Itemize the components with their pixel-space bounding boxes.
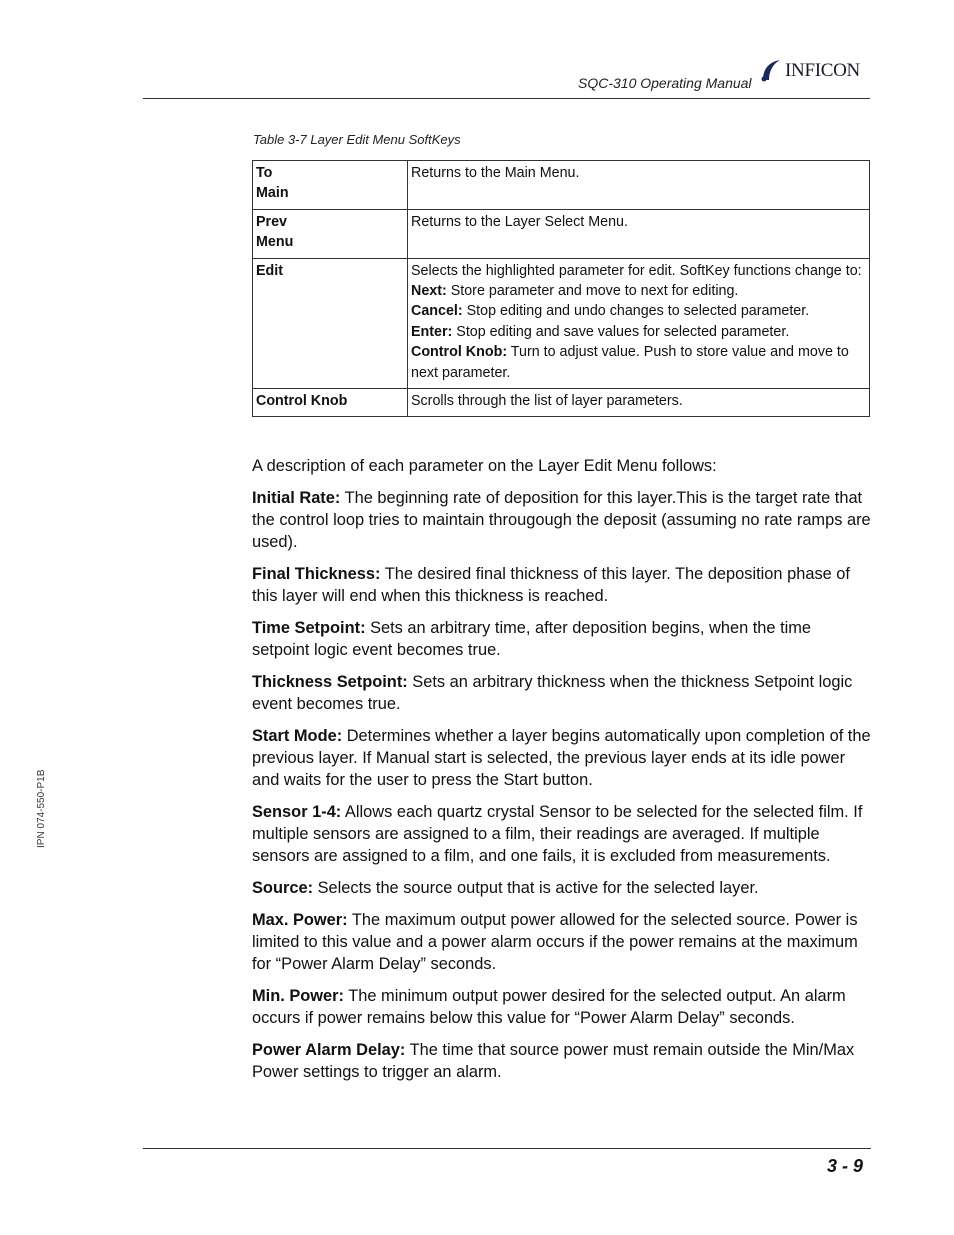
softkey-name-line: Prev — [256, 213, 288, 230]
parameter-term: Thickness Setpoint: — [252, 673, 408, 691]
parameter-text: Sets an arbitrary time, after deposition begins, when the time setpoint logic event becomes true. — [252, 619, 812, 659]
table-row — [253, 209, 870, 258]
footer-rule — [143, 1148, 871, 1149]
softkey-name — [253, 389, 408, 417]
sub-item-text: Turn to adjust value. Push to store value and move to next parameter. — [411, 344, 849, 381]
softkey-name — [253, 161, 408, 210]
page-number: 3 - 9 — [827, 1156, 864, 1176]
parameter-paragraph — [252, 985, 872, 1029]
softkeys-table — [252, 160, 870, 417]
parameter-term: Start Mode: — [252, 727, 343, 745]
parameter-term: Min. Power: — [252, 987, 344, 1005]
table-row — [253, 161, 870, 210]
sub-item-term: Enter: — [411, 323, 453, 340]
parameter-paragraph — [252, 487, 872, 553]
sub-item-text: Stop editing and undo changes to selected parameter. — [462, 303, 810, 320]
sub-item-text: Stop editing and save values for selected parameter. — [452, 323, 790, 340]
parameter-paragraph — [252, 671, 872, 715]
table-caption: Table 3-7 Layer Edit Menu SoftKeys — [253, 132, 461, 147]
parameter-text: The maximum output power allowed for the selected source. Power is limited to this value and a power alarm occurs if the power remains at the maximum for “Power Alarm Delay” seconds. — [252, 911, 858, 973]
parameter-paragraph — [252, 801, 872, 867]
parameter-term: Max. Power: — [252, 911, 348, 929]
inficon-logo — [760, 58, 860, 82]
parameter-text: The desired final thickness of this layer. The deposition phase of this layer will end when this thickness is reached. — [252, 565, 850, 605]
softkey-name-line: Menu — [256, 234, 294, 251]
sub-item-term: Cancel: — [411, 303, 463, 320]
parameter-text: The minimum output power desired for the selected output. An alarm occurs if power remains below this value for “Power Alarm Delay” seconds. — [252, 987, 846, 1027]
parameter-paragraph — [252, 725, 872, 791]
parameter-term: Final Thickness: — [252, 565, 381, 583]
softkey-description: Returns to the Main Menu. — [408, 161, 870, 210]
parameter-term: Source: — [252, 879, 314, 897]
softkey-description: Returns to the Layer Select Menu. — [408, 209, 870, 258]
parameter-text: Allows each quartz crystal Sensor to be selected for the selected film. If multiple sensors are assigned to a film, their readings are averaged. If multiple sensors are assigned to a film, and one fails, it is excluded from measurements. — [252, 803, 863, 865]
parameter-text: Determines whether a layer begins automatically upon completion of the previous layer. If Manual start is selected, the previous layer ends at its idle power and waits for the user to press the Start button. — [252, 727, 871, 789]
softkey-name — [253, 258, 408, 388]
manual-title: SQC-310 Operating Manual — [578, 75, 752, 91]
sub-item-term: Control Knob: — [411, 344, 508, 361]
parameter-term: Power Alarm Delay: — [252, 1041, 406, 1059]
ipn-side-label: IPN 074-550-P1B — [36, 769, 47, 848]
inficon-swoosh-icon — [760, 58, 782, 82]
parameter-text: Sets an arbitrary thickness when the thickness Setpoint logic event becomes true. — [252, 673, 853, 713]
parameter-descriptions — [252, 455, 872, 1093]
sub-item-term: Next: — [411, 283, 447, 300]
parameter-term: Time Setpoint: — [252, 619, 366, 637]
softkey-description: Scrolls through the list of layer parameters. — [408, 389, 870, 417]
table-row — [253, 389, 870, 417]
parameter-paragraph — [252, 877, 872, 899]
header-rule — [143, 98, 870, 99]
parameter-term: Initial Rate: — [252, 489, 341, 507]
table-row — [253, 258, 870, 388]
parameter-paragraph — [252, 909, 872, 975]
parameter-paragraph — [252, 617, 872, 661]
sub-item-text: Store parameter and move to next for editing. — [446, 283, 739, 300]
softkey-name-line: Control Knob — [256, 393, 348, 410]
softkey-name-line: Edit — [256, 262, 284, 279]
softkey-name — [253, 209, 408, 258]
parameter-paragraph — [252, 563, 872, 607]
parameter-term: Sensor 1-4: — [252, 803, 342, 821]
parameter-text: The time that source power must remain outside the Min/Max Power settings to trigger an alarm. — [252, 1041, 855, 1081]
parameter-paragraph — [252, 1039, 872, 1083]
softkey-description — [408, 258, 870, 388]
parameter-text: The beginning rate of deposition for this layer.This is the target rate that the control loop tries to maintain througough the deposit (assuming no rate ramps are used). — [252, 489, 871, 551]
brand-name: INFICON — [785, 60, 860, 81]
softkey-name-line: To — [256, 165, 273, 181]
softkey-name-line: Main — [256, 185, 289, 202]
intro-paragraph: A description of each parameter on the Layer Edit Menu follows: — [252, 457, 717, 475]
parameter-text: Selects the source output that is active for the selected layer. — [313, 879, 759, 897]
softkey-description-text: Selects the highlighted parameter for edit. SoftKey functions change to: — [411, 262, 862, 279]
